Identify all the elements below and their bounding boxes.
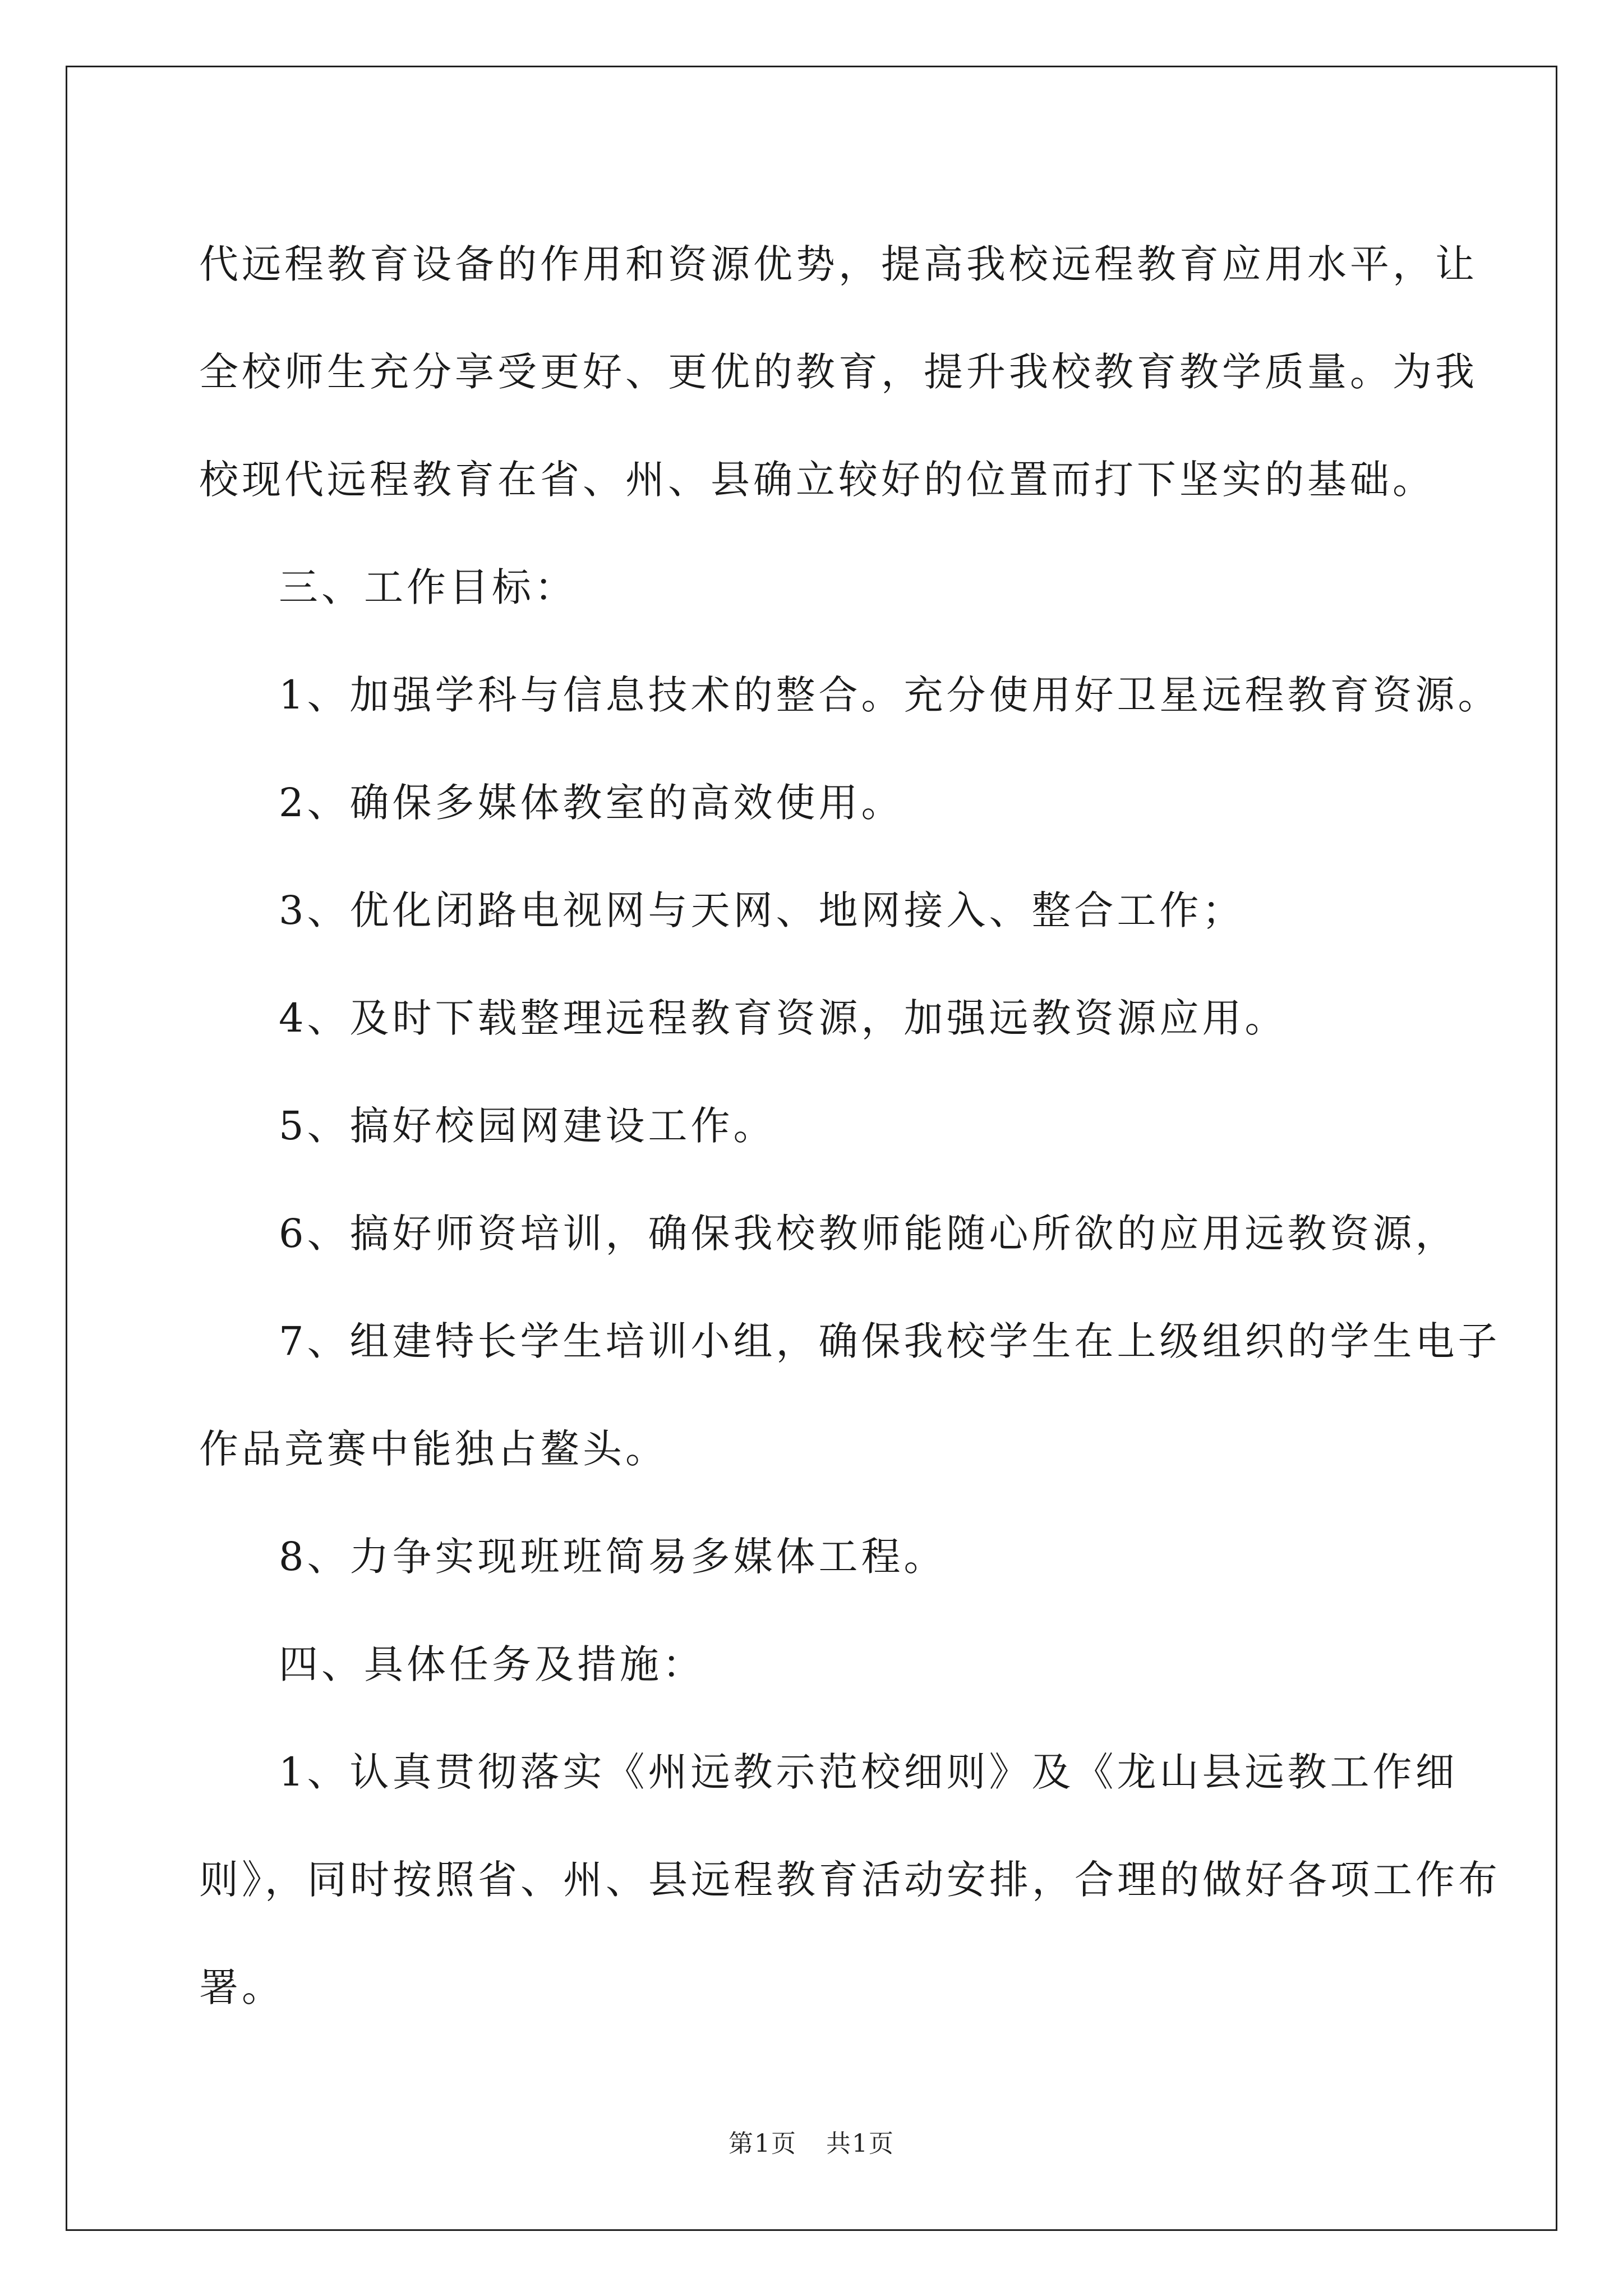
document-body xyxy=(199,210,1501,2041)
list-item-continuation: 则》，同时按照省、州、县远程教育活动安排，合理的做好各项工作布 xyxy=(199,1857,1501,1903)
list-item: 8、力争实现班班简易多媒体工程。 xyxy=(279,1534,947,1580)
list-item: 7、组建特长学生培训小组，确保我校学生在上级组织的学生电子 xyxy=(279,1318,1501,1364)
page-footer xyxy=(0,2123,1623,2159)
list-item: 4、及时下载整理远程教育资源，加强远教资源应用。 xyxy=(279,995,1288,1041)
page-number: 第1页 xyxy=(728,2129,797,2158)
section-heading: 三、工作目标： xyxy=(279,564,577,610)
list-item: 5、搞好校园网建设工作。 xyxy=(279,1103,776,1149)
list-item: 1、加强学科与信息技术的整合。充分使用好卫星远程教育资源。 xyxy=(279,672,1501,718)
list-item-continuation: 作品竞赛中能独占鳌头。 xyxy=(199,1426,668,1472)
list-item: 1、认真贯彻落实《州远教示范校细则》及《龙山县远教工作细 xyxy=(279,1749,1458,1795)
list-item: 3、优化闭路电视网与天网、地网接入、整合工作； xyxy=(279,887,1245,933)
list-item-continuation: 署。 xyxy=(199,1964,284,2010)
text-line: 代远程教育设备的作用和资源优势，提高我校远程教育应用水平，让 xyxy=(199,241,1478,287)
text-line: 校现代远程教育在省、州、县确立较好的位置而打下坚实的基础。 xyxy=(199,457,1435,503)
list-item: 6、搞好师资培训，确保我校教师能随心所欲的应用远教资源， xyxy=(279,1211,1458,1257)
section-heading: 四、具体任务及措施： xyxy=(279,1641,705,1687)
page-total: 共1页 xyxy=(826,2129,895,2158)
list-item: 2、确保多媒体教室的高效使用。 xyxy=(279,780,904,826)
text-line: 全校师生充分享受更好、更优的教育，提升我校教育教学质量。为我 xyxy=(199,349,1478,395)
